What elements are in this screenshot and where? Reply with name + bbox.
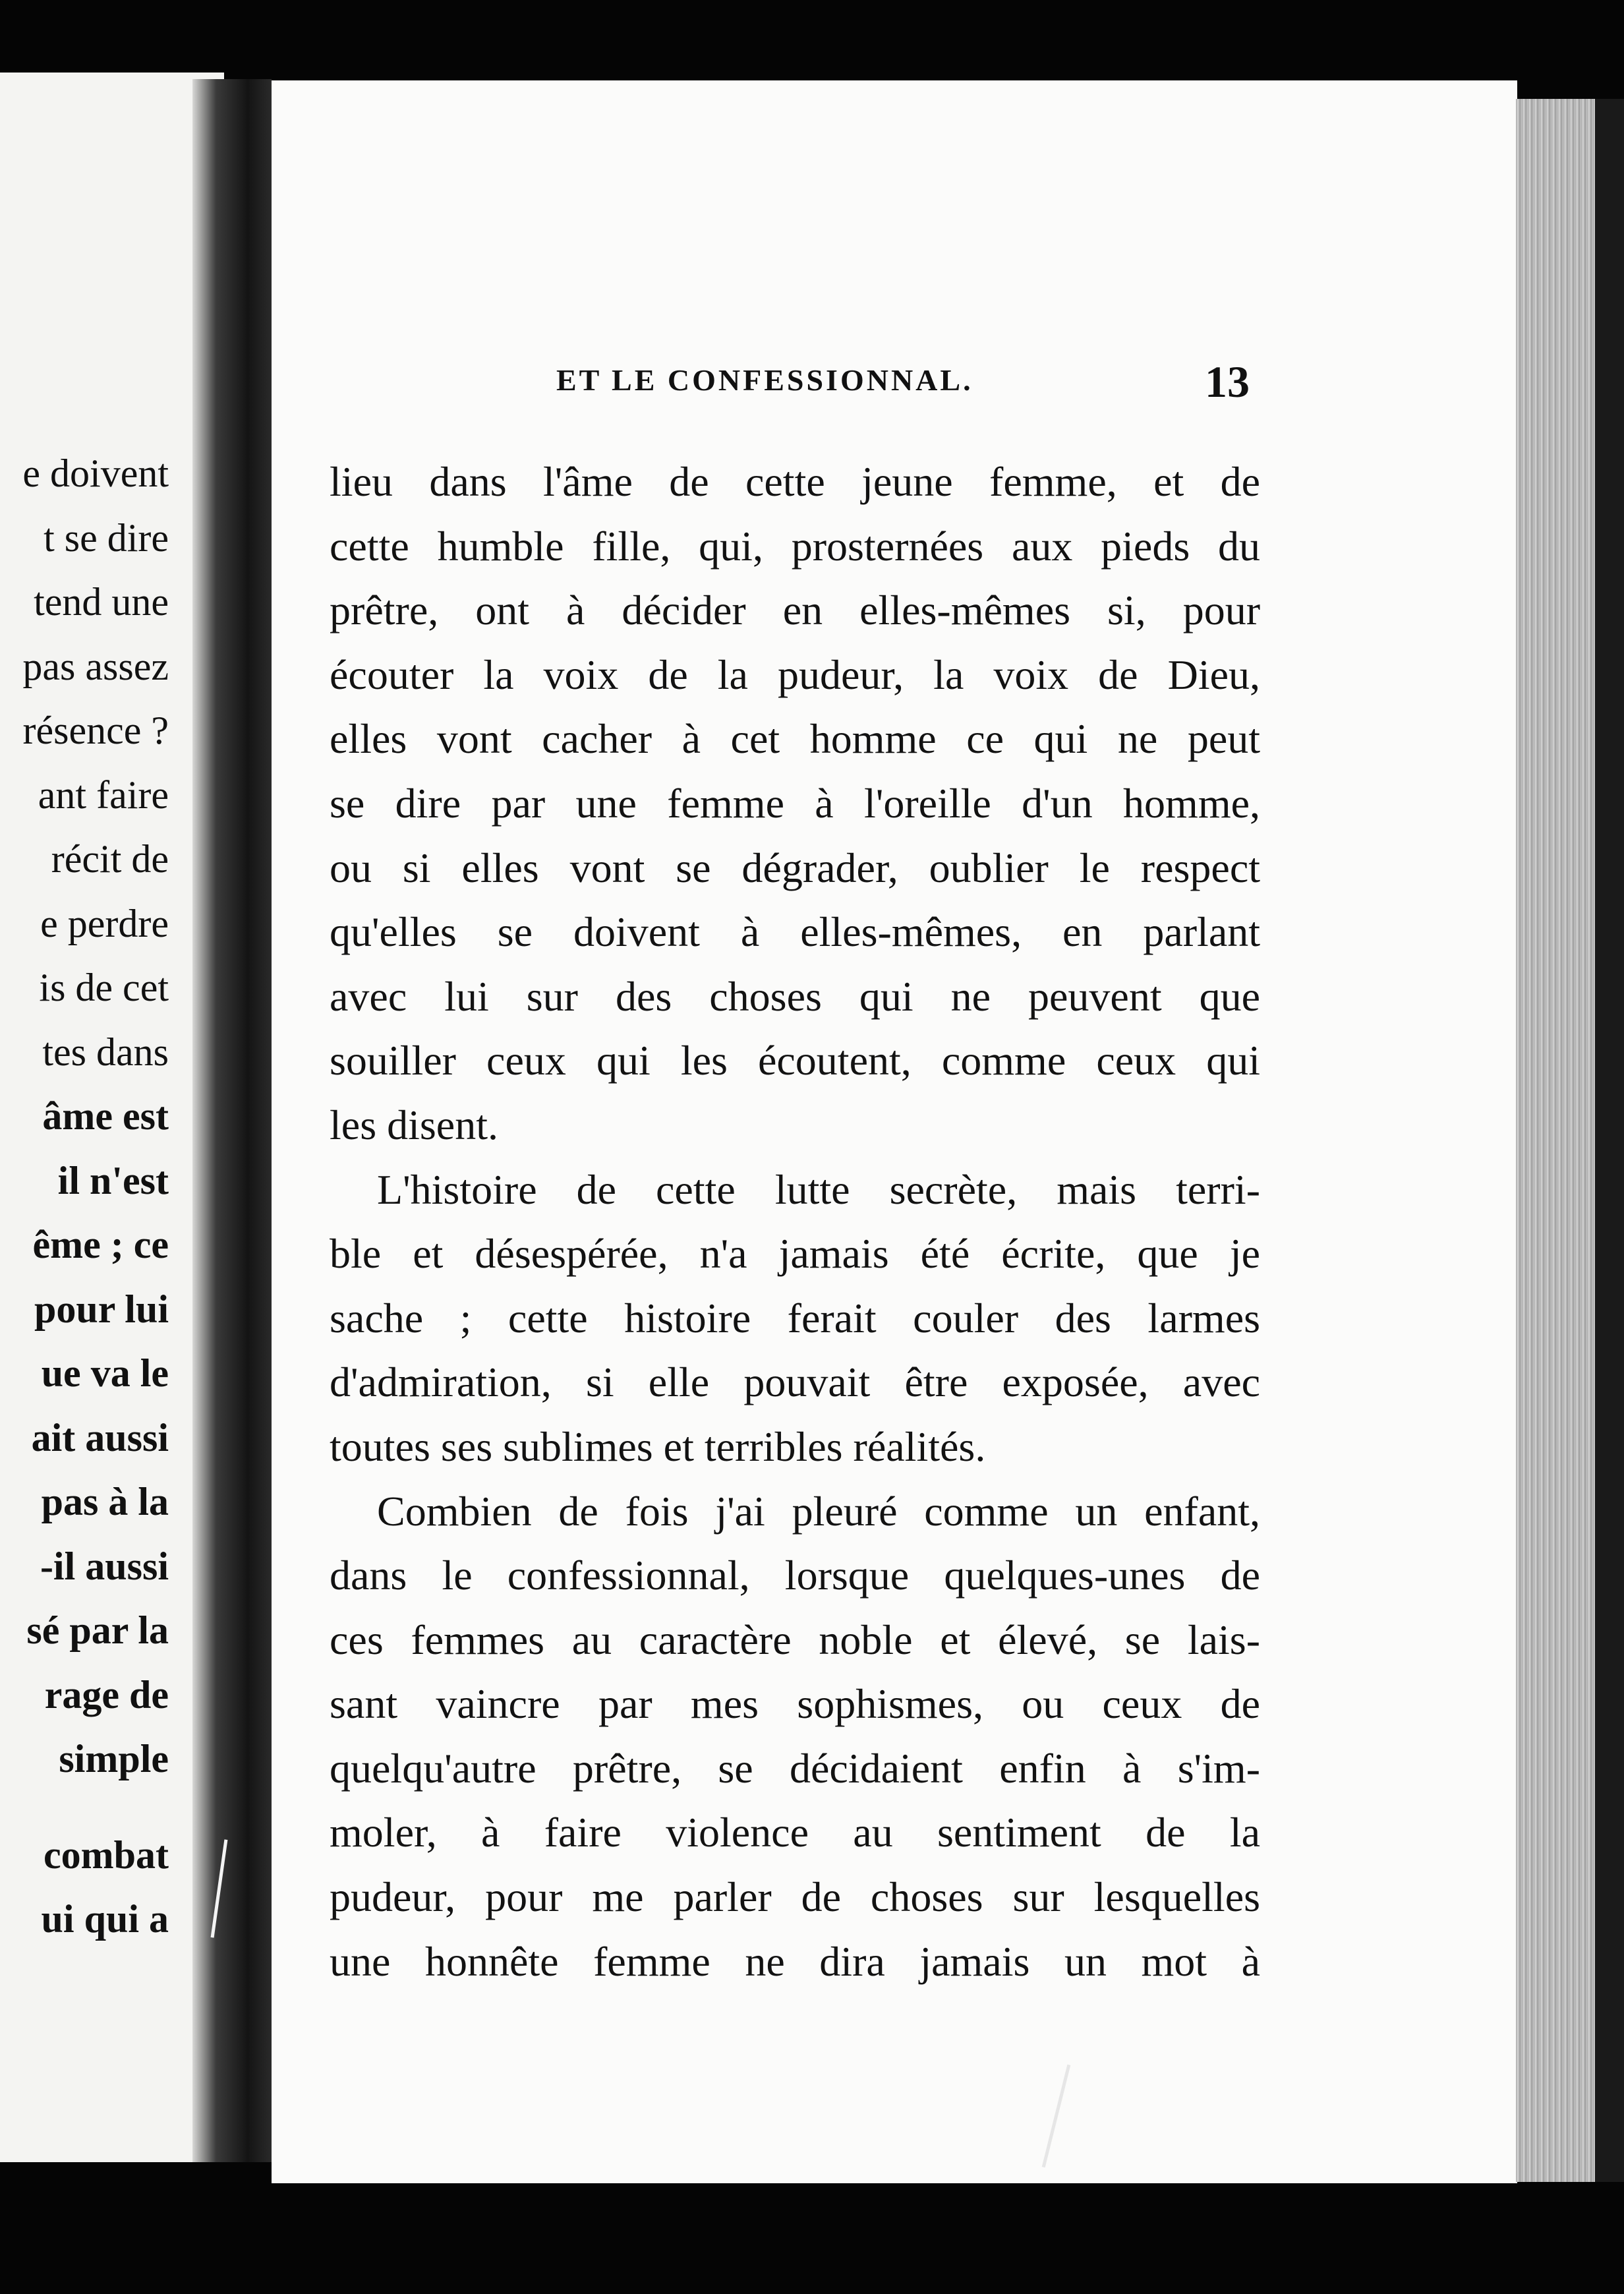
left-line: is de cet: [39, 966, 169, 1009]
running-head: [272, 357, 1517, 415]
text-line: Combien de fois j'ai pleuré comme un enfant,: [377, 1487, 1260, 1535]
left-line: -il aussi: [40, 1544, 169, 1588]
text-line: se dire par une femme à l'oreille d'un homme,: [330, 779, 1260, 827]
left-line: e perdre: [40, 901, 169, 945]
text-line: ble et désespérée, n'a jamais été écrite, que je: [330, 1230, 1260, 1278]
text-line: toutes ses sublimes et terribles réalités.: [330, 1423, 986, 1470]
text-line: prêtre, ont à décider en elles-mêmes si, pour: [330, 587, 1260, 634]
page-number: 13: [1205, 357, 1250, 407]
text-line: avec lui sur des choses qui ne peuvent que: [330, 972, 1260, 1020]
left-line: ue va le: [41, 1351, 169, 1395]
text-line: souiller ceux qui les écoutent, comme ceux qui: [330, 1037, 1260, 1084]
text-line: lieu dans l'âme de cette jeune femme, et de: [330, 458, 1260, 505]
text-line: sant vaincre par mes sophismes, ou ceux de: [330, 1680, 1260, 1728]
text-line: elles vont cacher à cet homme ce qui ne peut: [330, 715, 1260, 763]
left-line: ême ; ce: [32, 1223, 169, 1266]
left-line: combat: [44, 1833, 169, 1877]
left-line: âme est: [42, 1094, 169, 1138]
text-line: les disent.: [330, 1101, 498, 1148]
left-page-fragment: [0, 73, 224, 2162]
left-line: résence ?: [22, 709, 169, 752]
body-text: [330, 450, 1260, 1993]
left-line: il n'est: [57, 1158, 169, 1202]
text-line: L'histoire de cette lutte secrète, mais terri-: [377, 1165, 1260, 1213]
left-line: ait aussi: [31, 1415, 169, 1459]
text-line: d'admiration, si elle pouvait être exposée, avec: [330, 1359, 1260, 1406]
text-line: moler, à faire violence au sentiment de la: [330, 1809, 1260, 1856]
left-line: pas assez: [22, 644, 169, 688]
left-line: tes dans: [42, 1030, 169, 1074]
left-line: e doivent: [22, 452, 169, 495]
left-line: sé par la: [26, 1608, 169, 1652]
text-line: ou si elles vont se dégrader, oublier le respect: [330, 844, 1260, 891]
left-line: récit de: [51, 837, 169, 881]
text-line: ces femmes au caractère noble et élevé, se lais-: [330, 1616, 1260, 1663]
left-line: ant faire: [38, 773, 169, 817]
book-gutter: [192, 79, 272, 2162]
left-line: pour lui: [34, 1287, 169, 1331]
right-page: [272, 80, 1517, 2183]
text-line: qu'elles se doivent à elles-mêmes, en parlant: [330, 908, 1260, 956]
text-line: dans le confessionnal, lorsque quelques-unes de: [330, 1552, 1260, 1599]
running-title: ET LE CONFESSIONNAL.: [556, 363, 973, 397]
text-line: pudeur, pour me parler de choses sur lesquelles: [330, 1873, 1260, 1921]
text-line: cette humble fille, qui, prosternées aux pieds du: [330, 522, 1260, 570]
left-line: ui qui a: [41, 1897, 169, 1941]
left-line: tend une: [34, 580, 169, 624]
left-line: simple: [59, 1737, 169, 1780]
text-line: écouter la voix de la pudeur, la voix de Dieu,: [330, 651, 1260, 698]
left-line: pas à la: [41, 1480, 169, 1523]
text-line: une honnête femme ne dira jamais un mot à: [330, 1937, 1260, 1985]
left-line: t se dire: [44, 515, 169, 560]
text-line: quelqu'autre prêtre, se décidaient enfin à s'im-: [330, 1744, 1260, 1792]
page-block-edge: [1516, 99, 1595, 2182]
scan-border: [1595, 99, 1624, 2182]
left-line: rage de: [44, 1672, 169, 1717]
left-page-text: [0, 442, 224, 1952]
text-line: sache ; cette histoire ferait couler des larmes: [330, 1294, 1260, 1341]
